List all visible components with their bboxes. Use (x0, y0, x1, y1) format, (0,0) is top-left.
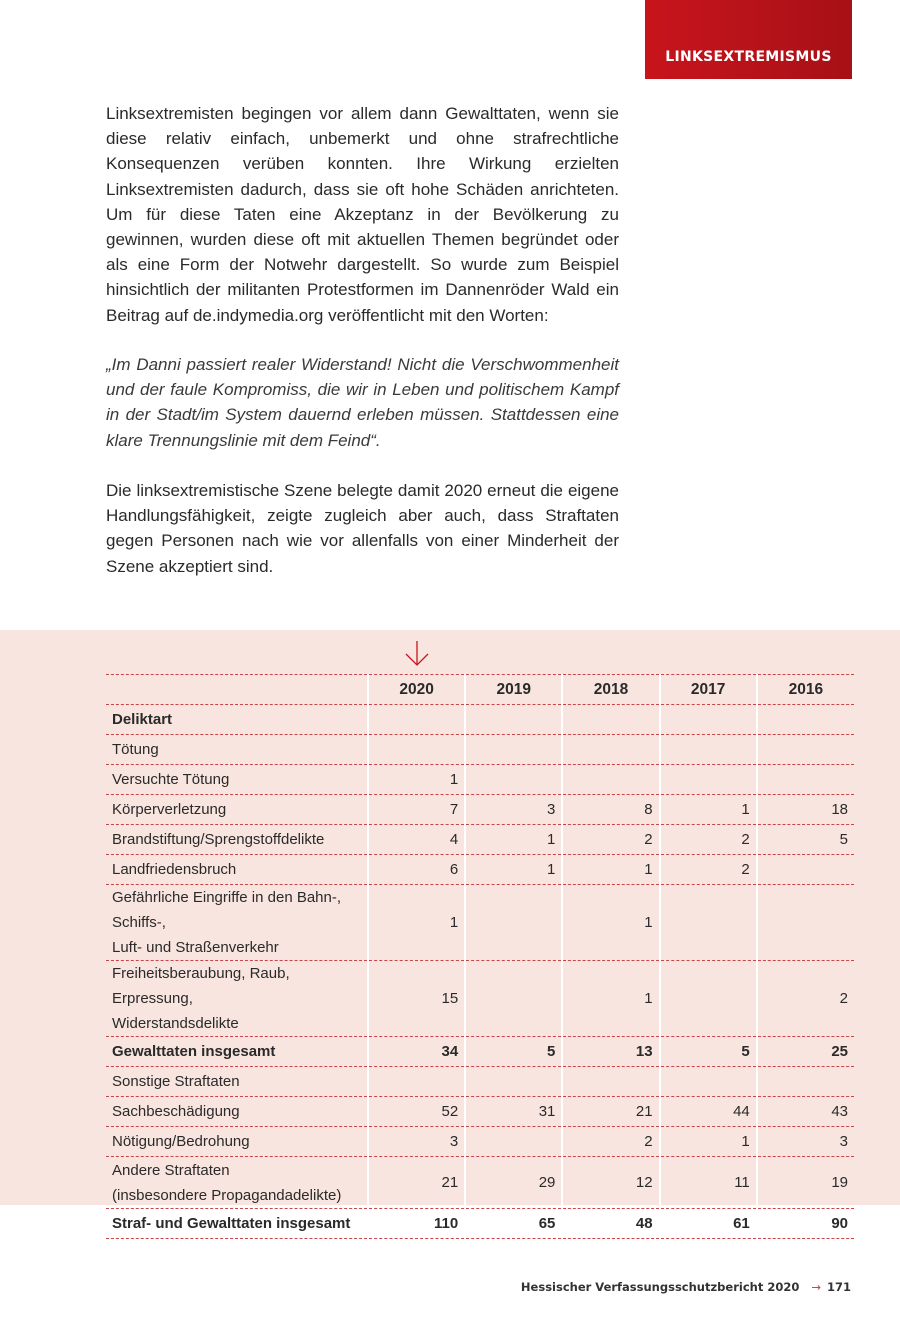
right-arrow-icon: → (811, 1280, 821, 1294)
cell-value: 1 (562, 855, 659, 885)
cell-value: 1 (562, 961, 659, 1037)
cell-value: 21 (562, 1097, 659, 1127)
cell-value: 5 (757, 825, 854, 855)
cell-value (562, 765, 659, 795)
table-row (106, 885, 854, 961)
cell-value: 19 (757, 1157, 854, 1209)
section-tag (645, 0, 852, 79)
cell-value: 1 (660, 1127, 757, 1157)
cell-value (562, 1067, 659, 1097)
cell-value (660, 765, 757, 795)
publication-title: Hessischer Verfassungsschutzbericht 2020 (520, 1280, 800, 1294)
body-paragraph-1: Linksextremisten begingen vor allem dann Gewalttaten, wenn sie diese relativ einfach, unbemerkt und ohne strafrechtliche Konsequenzen verüben konnten. Ihre Wirkung erzielten Linksextremisten dadurch, dass sie oft hohe Schäden anrichteten. Um für diese Taten eine Akzeptanz in der Bevölkerung zu gewinnen, wurden diese oft mit aktuellen Themen begründet oder als eine Form der Notwehr dargestellt. So wurde zum Beispiel hinsichtlich der militanten Protestformen im Dannenröder Wald ein Beitrag auf de.indymedia.org veröffentlicht mit den Worten: (106, 104, 619, 325)
row-label: Sonstige Straftaten (106, 1067, 368, 1097)
cell-value: 3 (368, 1127, 465, 1157)
cell-value: 25 (757, 1037, 854, 1067)
table-row (106, 735, 854, 765)
cell-value: 15 (368, 961, 465, 1037)
body-paragraph-3: Die linksextremistische Szene belegte damit 2020 erneut die eigene Handlungsfähigkeit, zeigte zugleich aber auch, dass Straftaten gegen Personen nach wie vor allenfalls von einer Minderheit der Szene akzeptiert sind. (106, 481, 619, 576)
cell-value: 4 (368, 825, 465, 855)
row-label (106, 885, 368, 961)
cell-value: 2 (660, 855, 757, 885)
cell-value: 8 (562, 795, 659, 825)
cell-value: 6 (368, 855, 465, 885)
body-quote: „Im Danni passiert realer Widerstand! Nicht die Verschwommenheit und der faule Kompromiss, die wir in Leben und politischem Kampf in der Stadt/im System dauernd erleben müssen. Stattdessen eine klare Trennungslinie mit dem Feind“. (106, 355, 619, 450)
cell-value: 11 (660, 1157, 757, 1209)
table-header-blank (106, 675, 368, 705)
table-row (106, 705, 854, 735)
table-row (106, 1209, 854, 1239)
table-row (106, 795, 854, 825)
table-row (106, 765, 854, 795)
cell-value (660, 1067, 757, 1097)
down-arrow-icon (404, 640, 430, 668)
table-row (106, 1097, 854, 1127)
offense-statistics-table (106, 674, 854, 1239)
row-label-line: Andere Straftaten (112, 1161, 230, 1179)
cell-value: 110 (368, 1209, 465, 1239)
row-label-line: (insbesondere Propagandadelikte) (112, 1186, 342, 1204)
cell-value (562, 705, 659, 735)
table-row (106, 1127, 854, 1157)
cell-value (465, 705, 562, 735)
cell-value: 2 (757, 961, 854, 1037)
cell-value: 29 (465, 1157, 562, 1209)
row-label: Deliktart (106, 705, 368, 735)
cell-value: 2 (660, 825, 757, 855)
page-number: 171 (826, 1280, 851, 1294)
cell-value: 1 (465, 855, 562, 885)
row-label (106, 961, 368, 1037)
row-label: Gewalttaten insgesamt (106, 1037, 368, 1067)
row-label: Straf- und Gewalttaten insgesamt (106, 1209, 368, 1239)
cell-value: 1 (562, 885, 659, 961)
table-row (106, 1157, 854, 1209)
row-label-line: Freiheitsberaubung, Raub, Erpressung, (112, 965, 290, 1007)
table-row (106, 825, 854, 855)
cell-value (368, 735, 465, 765)
cell-value: 43 (757, 1097, 854, 1127)
cell-value (660, 705, 757, 735)
table-row (106, 855, 854, 885)
cell-value (465, 1127, 562, 1157)
cell-value: 1 (368, 765, 465, 795)
cell-value (368, 705, 465, 735)
cell-value: 61 (660, 1209, 757, 1239)
cell-value (757, 885, 854, 961)
table-row (106, 1037, 854, 1067)
year-header: 2020 (368, 675, 465, 705)
cell-value (757, 705, 854, 735)
cell-value (465, 885, 562, 961)
cell-value (757, 1067, 854, 1097)
cell-value: 31 (465, 1097, 562, 1127)
cell-value: 1 (368, 885, 465, 961)
cell-value: 1 (660, 795, 757, 825)
cell-value: 5 (660, 1037, 757, 1067)
row-label: Tötung (106, 735, 368, 765)
cell-value: 21 (368, 1157, 465, 1209)
cell-value (757, 855, 854, 885)
cell-value: 48 (562, 1209, 659, 1239)
row-label-line: Luft- und Straßenverkehr (112, 939, 279, 956)
row-label: Landfriedensbruch (106, 855, 368, 885)
cell-value: 18 (757, 795, 854, 825)
cell-value: 52 (368, 1097, 465, 1127)
row-label: Brandstiftung/Sprengstoffdelikte (106, 825, 368, 855)
cell-value (562, 735, 659, 765)
row-label: Nötigung/Bedrohung (106, 1127, 368, 1157)
cell-value (757, 765, 854, 795)
cell-value: 2 (562, 1127, 659, 1157)
row-label-line: Gefährliche Eingriffe in den Bahn-, Schiffs-, (112, 889, 342, 931)
row-label-line: Widerstandsdelikte (112, 1015, 239, 1032)
cell-value: 65 (465, 1209, 562, 1239)
cell-value: 90 (757, 1209, 854, 1239)
cell-value (465, 1067, 562, 1097)
cell-value: 44 (660, 1097, 757, 1127)
cell-value (757, 735, 854, 765)
year-header: 2016 (757, 675, 854, 705)
cell-value: 13 (562, 1037, 659, 1067)
cell-value: 1 (465, 825, 562, 855)
cell-value (368, 1067, 465, 1097)
cell-value (465, 961, 562, 1037)
cell-value (660, 885, 757, 961)
cell-value: 3 (757, 1127, 854, 1157)
table-header-row (106, 675, 854, 705)
year-header: 2018 (562, 675, 659, 705)
year-header: 2017 (660, 675, 757, 705)
cell-value (660, 961, 757, 1037)
row-label: Versuchte Tötung (106, 765, 368, 795)
table-row (106, 961, 854, 1037)
page-footer (521, 1280, 851, 1294)
section-tag-label: LINKSEXTREMISMUS (665, 49, 832, 65)
row-label (106, 1157, 368, 1209)
cell-value: 7 (368, 795, 465, 825)
cell-value (465, 765, 562, 795)
cell-value: 3 (465, 795, 562, 825)
cell-value: 34 (368, 1037, 465, 1067)
row-label: Sachbeschädigung (106, 1097, 368, 1127)
row-label: Körperverletzung (106, 795, 368, 825)
cell-value: 2 (562, 825, 659, 855)
cell-value (465, 735, 562, 765)
cell-value: 12 (562, 1157, 659, 1209)
cell-value: 5 (465, 1037, 562, 1067)
table-row (106, 1067, 854, 1097)
year-header: 2019 (465, 675, 562, 705)
cell-value (660, 735, 757, 765)
